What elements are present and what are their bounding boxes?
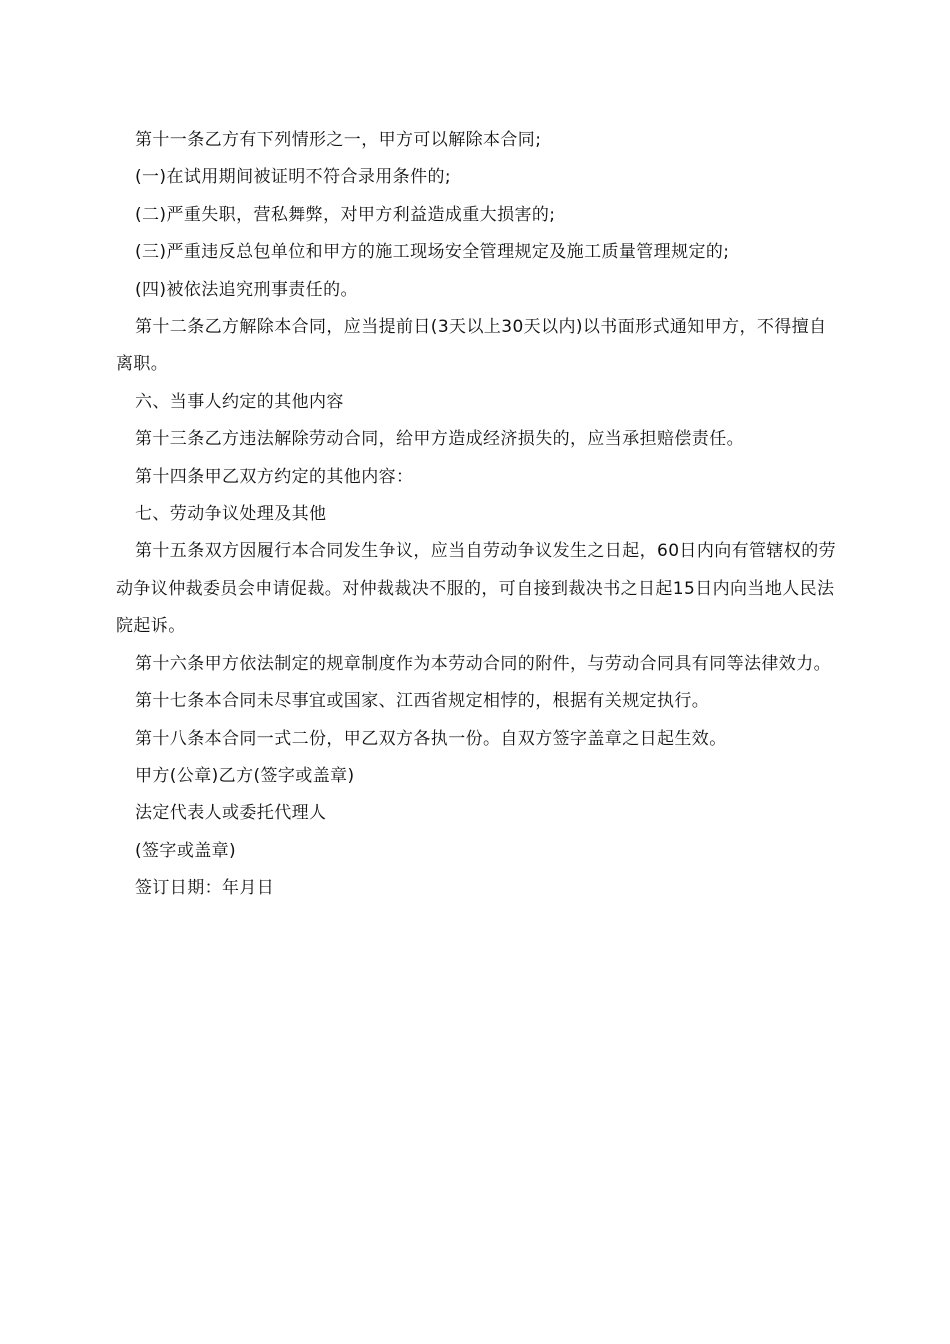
clause-11-item-4: (四)被依法追究刑事责任的。 [135, 279, 358, 300]
clause-12: 第十二条乙方解除本合同，应当提前日(3天以上30天以内)以书面形式通知甲方，不得擅自离职。 [116, 317, 827, 375]
clause-11-item-1: (一)在试用期间被证明不符合录用条件的; [135, 167, 451, 188]
section-6-heading: 六、当事人约定的其他内容 [135, 391, 344, 412]
signing-date: 签订日期：年月日 [135, 878, 275, 899]
clause-14: 第十四条甲乙双方约定的其他内容： [135, 466, 414, 487]
clause-13: 第十三条乙方违法解除劳动合同，给甲方造成经济损失的，应当承担赔偿责任。 [135, 429, 744, 450]
signature-seal: (签字或盖章) [135, 840, 237, 861]
clause-16: 第十六条甲方依法制定的规章制度作为本劳动合同的附件，与劳动合同具有同等法律效力。 [135, 653, 831, 674]
clause-15: 第十五条双方因履行本合同发生争议，应当自劳动争议发生之日起，60日内向有管辖权的劳动争议仲裁委员会申请促裁。对仲裁裁决不服的，可自接到裁决书之日起15日内向当地人民法院起诉。 [116, 541, 837, 637]
clause-11-item-2: (二)严重失职，营私舞弊，对甲方利益造成重大损害的; [135, 204, 556, 225]
clause-18: 第十八条本合同一式二份，甲乙双方各执一份。自双方签字盖章之日起生效。 [135, 728, 727, 749]
clause-11-item-3: (三)严重违反总包单位和甲方的施工现场安全管理规定及施工质量管理规定的; [135, 242, 730, 263]
signature-parties: 甲方(公章)乙方(签字或盖章) [135, 765, 355, 786]
section-7-heading: 七、劳动争议处理及其他 [135, 504, 327, 525]
clause-11: 第十一条乙方有下列情形之一，甲方可以解除本合同; [135, 130, 542, 150]
clause-17: 第十七条本合同未尽事宜或国家、江西省规定相悖的，根据有关规定执行。 [135, 691, 710, 712]
signature-representative: 法定代表人或委托代理人 [135, 803, 327, 824]
document-body [116, 122, 838, 908]
